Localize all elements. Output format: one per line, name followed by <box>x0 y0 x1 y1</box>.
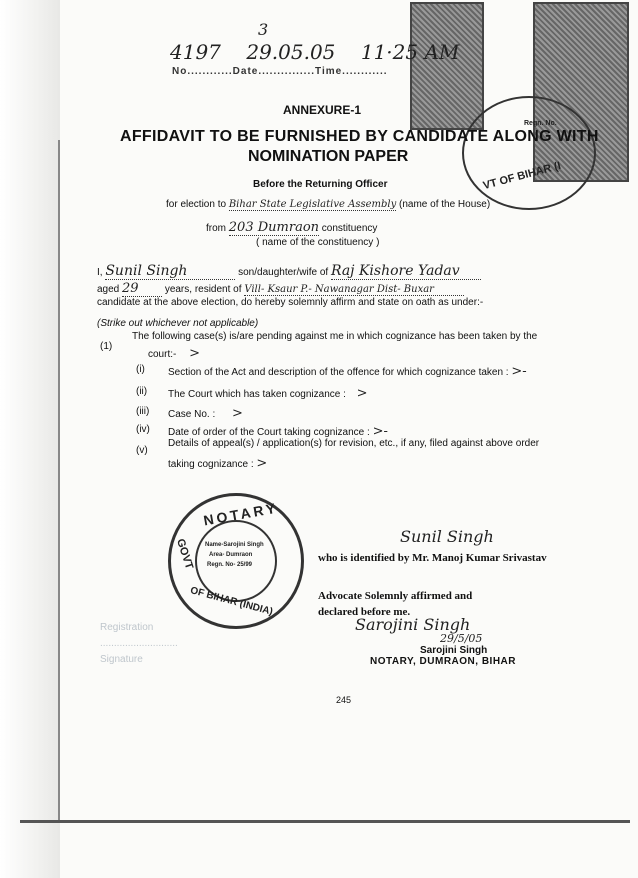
constituency-suffix: constituency <box>321 223 378 234</box>
deponent-prefix: I, <box>97 267 103 278</box>
top-seal-regn: Regn. No. <box>524 120 557 127</box>
annexure-label: ANNEXURE-1 <box>283 103 362 117</box>
subitem-mark: >- <box>511 364 527 379</box>
notary-name: Sarojini Singh <box>420 645 488 656</box>
scan-edge <box>0 0 60 878</box>
header-labels: No............Date...............Time............ <box>172 66 388 77</box>
subitem-number: (iv) <box>136 424 150 435</box>
subitem-text: Details of appeal(s) / application(s) for revision, etc., if any, filed against above order <box>168 438 540 449</box>
seal-center-name: Name-Sarojini Singh <box>205 542 264 548</box>
strike-note: (Strike out whichever not applicable) <box>97 318 259 329</box>
subitem-text <box>168 364 527 379</box>
subitem-label: Date of order of the Court taking cognizance : <box>168 427 370 438</box>
document-subtitle: NOMINATION PAPER <box>248 148 409 165</box>
bleed-through-text: ............................ <box>100 638 178 649</box>
declared-line: declared before me. <box>318 606 411 618</box>
notary-sign-date: 29/5/05 <box>440 632 483 645</box>
scan-fold-line <box>58 140 60 820</box>
seal-center-area: Area- Dumraon <box>209 552 253 558</box>
bleed-through-text: Signature <box>100 654 143 665</box>
handwritten-no: 4197 <box>170 40 221 64</box>
returning-officer-line: Before the Returning Officer <box>253 179 388 190</box>
subitem-mark: > <box>356 386 368 401</box>
handwritten-date: 29.05.05 <box>246 40 336 64</box>
revenue-stamp-1 <box>410 2 484 130</box>
scan-bottom-edge <box>20 820 630 823</box>
subitem-label: Section of the Act and description of the offence for which cognizance taken : <box>168 367 509 378</box>
subitem-label: Case No. : <box>168 409 216 420</box>
top-notary-seal <box>462 96 596 210</box>
document-title: AFFIDAVIT TO BE FURNISHED BY CANDIDATE ALONG WITH <box>120 128 599 145</box>
identified-line: who is identified by Mr. Manoj Kumar Srivastav <box>318 552 547 564</box>
seal-center-regn: Regn. No- 25/99 <box>207 562 253 568</box>
notary-place: NOTARY, DUMRAON, BIHAR <box>370 656 516 667</box>
advocate-line: Advocate Solemnly affirmed and <box>318 590 473 602</box>
deponent-age: 29 <box>122 281 162 297</box>
candidate-line: candidate at the above election, do hereby solemnly affirm and state on oath as under:- <box>97 297 484 308</box>
election-prefix: for election to <box>166 199 227 210</box>
seal-top-text: NOTARY <box>202 499 280 529</box>
subitem-label: The Court which has taken cognizance : <box>168 389 346 400</box>
constituency-line <box>206 220 377 236</box>
age-line <box>97 281 464 297</box>
subitem-text <box>168 424 388 439</box>
parent-name: Raj Kishore Yadav <box>331 263 481 280</box>
subitem-number: (ii) <box>136 386 148 397</box>
seal-bottom-text: OF BIHAR (INDIA) <box>189 585 274 618</box>
subitem-number: (v) <box>136 445 148 456</box>
page-number: 245 <box>336 695 352 705</box>
subitem-text-continued <box>168 456 267 471</box>
subitem-number: (iii) <box>136 406 150 417</box>
subitem-text <box>168 386 368 401</box>
subitem-number: (i) <box>136 364 145 375</box>
constituency-name: 203 Dumraon <box>228 220 320 235</box>
handwritten-time: 11·25 AM <box>360 40 460 64</box>
deponent-signature: Sunil Singh <box>400 527 494 546</box>
subitem-mark: > <box>256 456 268 471</box>
deponent-relation: son/daughter/wife of <box>238 267 329 278</box>
deponent-name-line <box>97 263 481 280</box>
bleed-through-text: Registration <box>100 622 154 633</box>
election-line <box>166 199 490 211</box>
item-1-court-line <box>148 346 200 361</box>
from-prefix: from <box>206 223 226 234</box>
handwritten-header <box>170 40 459 64</box>
subitem-mark: > <box>232 406 243 421</box>
aged-prefix: aged <box>97 284 120 295</box>
election-suffix: (name of the House) <box>399 199 491 210</box>
deponent-address: Vill- Ksaur P.- Nawanagar Dist- Buxar <box>244 284 464 296</box>
constituency-note: ( name of the constituency ) <box>256 237 380 248</box>
item-1-mark: > <box>189 346 201 361</box>
resident-label: years, resident of <box>164 284 242 295</box>
subitem-text <box>168 406 243 421</box>
notary-signature: Sarojini Singh <box>355 615 471 634</box>
seal-left-text: GOVT <box>174 537 196 571</box>
item-1-text2: court:- <box>148 349 177 360</box>
item-1-number: (1) <box>100 341 113 352</box>
deponent-name: Sunil Singh <box>105 263 235 280</box>
subitem-mark: >- <box>372 424 388 439</box>
house-name: Bihar State Legislative Assembly <box>228 199 397 210</box>
top-seal-text: VT OF BIHAR (I <box>481 159 563 193</box>
handwritten-mark: 3 <box>258 20 269 39</box>
subitem-label: taking cognizance : <box>168 459 254 470</box>
notary-seal <box>168 493 304 629</box>
item-1-text: The following case(s) is/are pending against me in which cognizance has been taken by the <box>132 331 538 342</box>
